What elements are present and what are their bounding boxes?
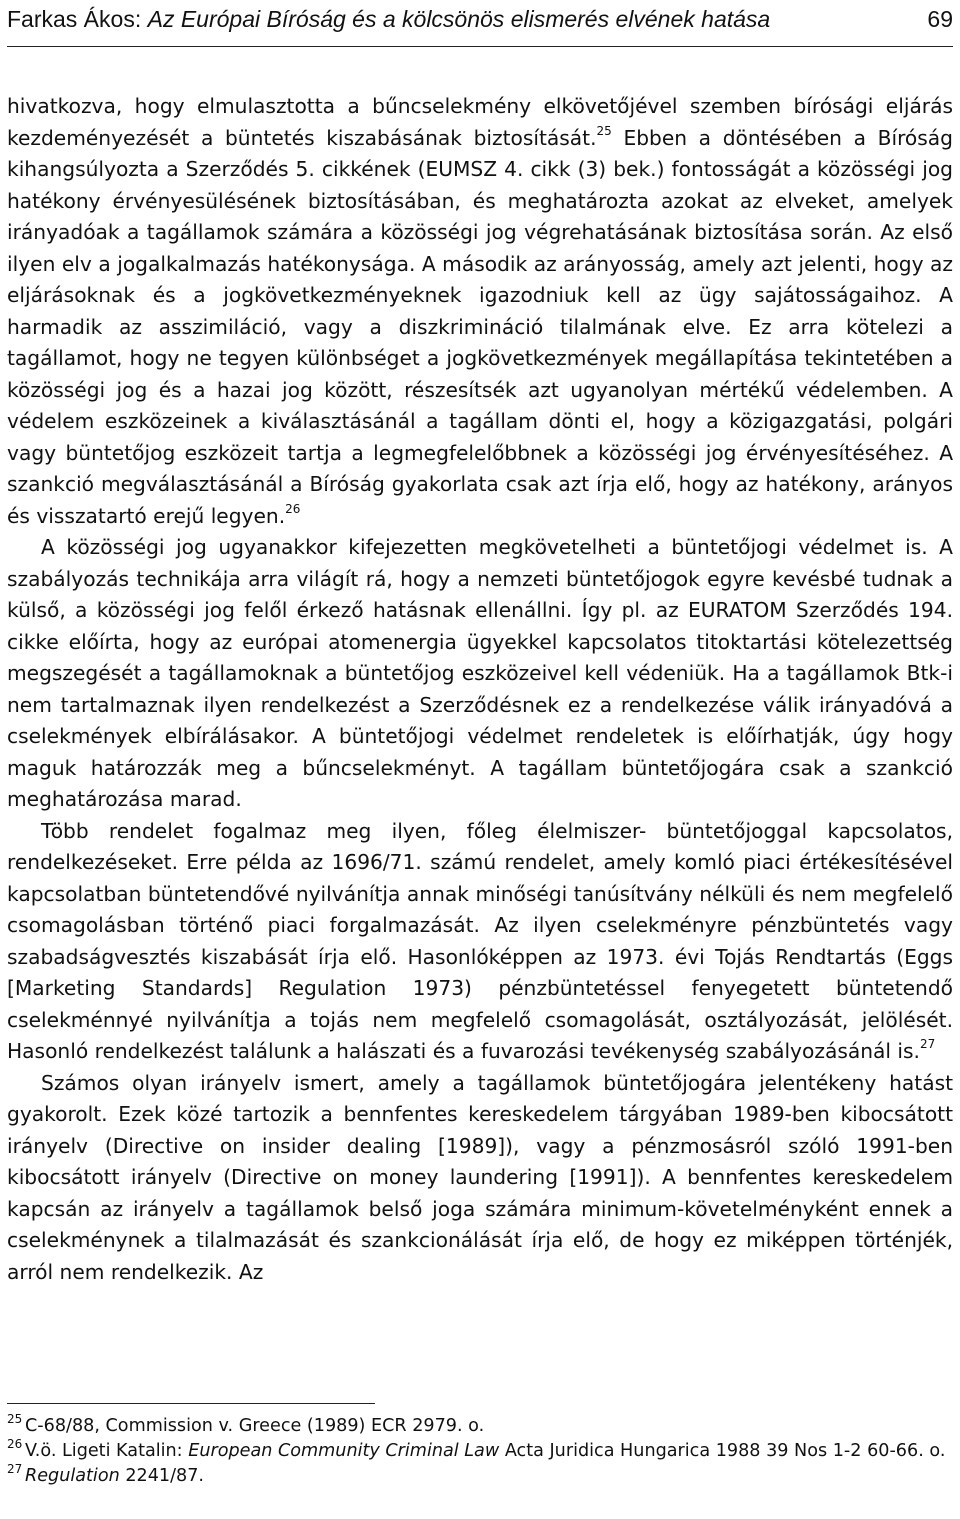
footnote-25: [7, 1414, 953, 1439]
footnote-ref-27: 27: [919, 1037, 936, 1052]
paragraph-3: [7, 816, 953, 1068]
footnote-text-cont: Acta Juridica Hungarica 1988 39 Nos 1-2 60-66. o.: [499, 1441, 946, 1461]
footnote-divider: [7, 1403, 375, 1404]
paragraph-1-part-a: hivatkozva, hogy elmulasztotta a bűncselekmény elkövetőjével szemben bírósági eljárás kezdeményezését a büntetés kiszabásának biztosítását.: [7, 94, 953, 150]
header-title: Az Európai Bíróság és a kölcsönös elismerés elvének hatása: [147, 6, 771, 32]
footnote-27: [7, 1464, 953, 1489]
footnote-26: [7, 1439, 953, 1464]
footnote-italic-title: European Community Criminal Law: [188, 1441, 500, 1461]
page-number: 69: [927, 6, 953, 32]
body-text: [7, 91, 953, 1288]
paragraph-1: [7, 91, 953, 532]
footnote-number: 26: [7, 1437, 23, 1451]
footnote-number: 27: [7, 1462, 23, 1476]
footnote-italic-title: Regulation: [25, 1466, 120, 1486]
footnote-ref-25: 25: [596, 123, 612, 138]
paragraph-2: A közösségi jog ugyanakkor kifejezetten megkövetelheti a büntetőjogi védelmet is. A szabályozás technikája arra világít rá, hogy a nemzeti büntetőjogok egyre kevésbé tudnak a külső, a közösségi jog felől érkező hatásnak ellenállni. Így pl. az EURATOM Szerződés 194. cikke előírta, hogy az európai atomenergia ügyekkel kapcsolatos titoktartási kötelezettség megszegését a tagállamoknak a büntetőjog eszközeivel kell védeniük. Ha a tagállamok Btk-i nem tartalmaznak ilyen rendelkezést a Szerződésnek ez a rendelkezése válik irányadóvá a cselekmények elbírálásakor. A büntetőjogi védelmet rendeletek is előírhatják, úgy hogy maguk határozzák meg a bűncselekményt. A tagállam büntetőjogára csak a szankció meghatározása marad.: [7, 535, 953, 811]
footnote-ref-26: 26: [285, 501, 301, 516]
footnote-text: 2241/87.: [119, 1466, 205, 1486]
paragraph-3-text: Több rendelet fogalmaz meg ilyen, főleg élelmiszer- büntetőjoggal kapcsolatos, rendelkezéseket. Erre példa az 1696/71. számú rendelet, amely komló piaci értékesítésével kapcsolatban büntetendővé nyilvánítja annak minőségi tanúsítvány nélküli és nem megfelelő csomagolásban történő piaci forgalmazását. Az ilyen cselekményre pénzbüntetés vagy szabadságvesztés kiszabását írja elő. Hasonlóképpen az 1973. évi Tojás Rendtartás (Eggs [Marketing Standards] Regulation 1973) pénzbüntetéssel fenyegetett büntetendő cselekménnyé nyilvánítja a tojás nem megfelelő csomagolását, osztályozását, jelölését. Hasonló rendelkezést találunk a halászati és a fuvarozási tevékenység szabályozásánál is.: [7, 818, 953, 1063]
paragraph-1-part-b: Ebben a döntésében a Bíróság kihangsúlyozta a Szerződés 5. cikkének (EUMSZ 4. cikk (3) bek.) fontosságát a közösségi jog hatékony érvényesülésének biztosításában, és meghatározta azokat az elveket, amelyek irányadóak a tagállamok számára a közösségi jog végrehatásának biztosítása során. Az első ilyen elv a jogalkalmazás hatékonysága. A második az arányosság, amely azt jelenti, hogy az eljárásoknak és a jogkövetkezményeknek igazodniuk kell az ügy sajátosságaihoz. A harmadik az asszimiláció, vagy a diszkrimináció tilalmának elve. Ez arra kötelezi a tagállamot, hogy ne tegyen különbséget a jogkövetkezmények megállapítása tekintetében a közösségi jog és a hazai jog között, részesítsék azt ugyanolyan mértékű védelemben. A védelem eszközeinek a kiválasztásánál a tagállam dönti el, hogy a közigazgatási, polgári vagy büntetőjog eszközeit tartja a legmegfelelőbbnek a közösségi jog érvényesítéséhez. A szankció megválasztásánál a Bíróság gyakorlata csak azt írja elő, hogy az hatékony, arányos és visszatartó erejű legyen.: [7, 125, 953, 528]
header-author: [7, 6, 770, 33]
footnote-number: 25: [7, 1412, 23, 1426]
footnote-text: V.ö. Ligeti Katalin:: [25, 1441, 189, 1461]
running-header: [7, 0, 953, 47]
footnotes: [7, 1414, 953, 1489]
author-name: Farkas Ákos:: [7, 6, 148, 32]
footnote-text: C-68/88, Commission v. Greece (1989) ECR 2979. o.: [25, 1416, 485, 1436]
paragraph-4: Számos olyan irányelv ismert, amely a tagállamok büntetőjogára jelentékeny hatást gyakorolt. Ezek közé tartozik a bennfentes kereskedelem tárgyában 1989-ben kibocsátott irányelv (Directive on insider dealing [1989]), vagy a pénzmosásról szóló 1991-ben kibocsátott irányelv (Directive on money laundering [1991]). A bennfentes kereskedelem kapcsán az irányelv a tagállamok belső joga számára minimum-követelményként ennek a cselekménynek a tilalmazását és szankcionálását írja elő, de hogy ez miképpen történjék, arról nem rendelkezik. Az: [7, 1070, 953, 1284]
